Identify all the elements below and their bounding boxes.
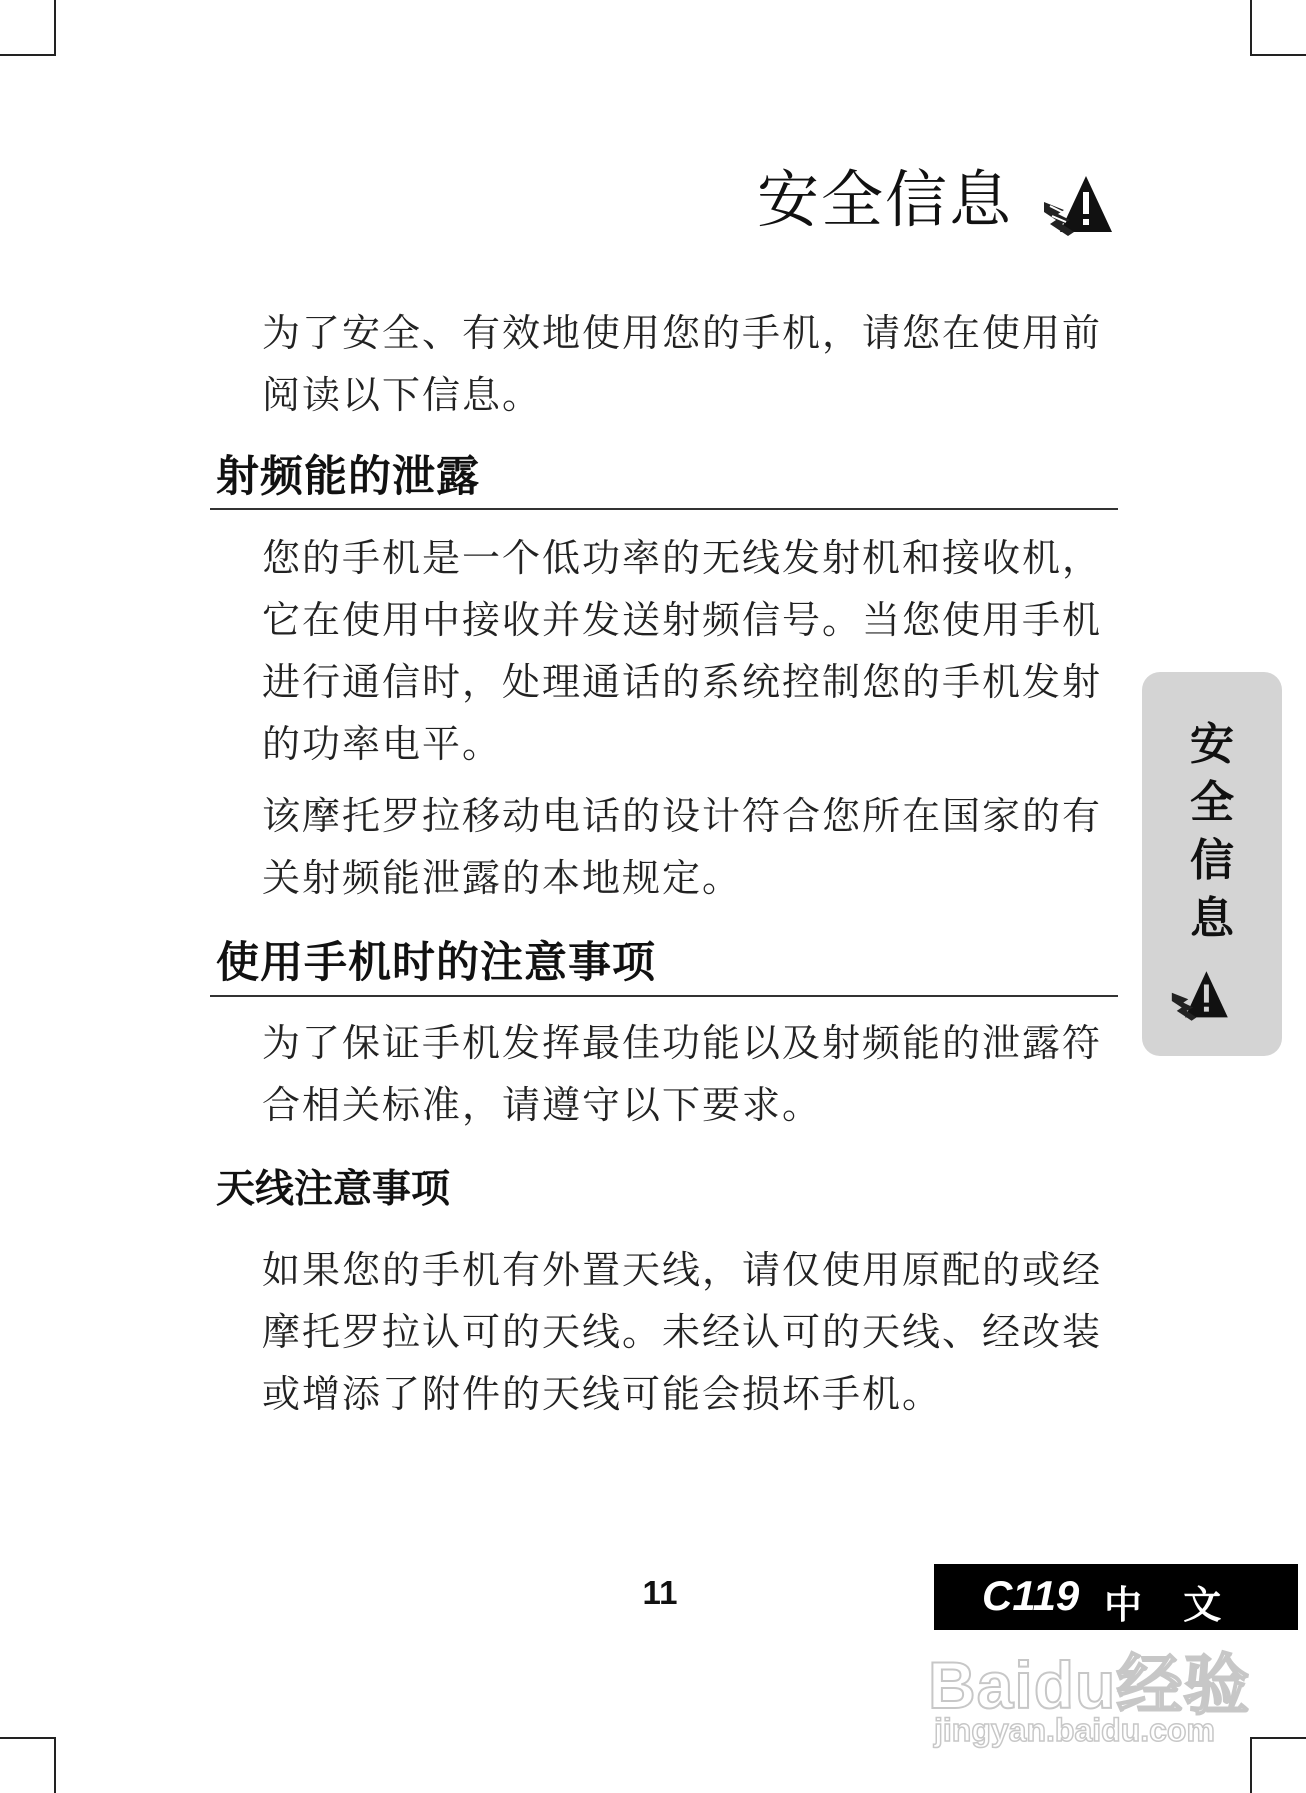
section-divider — [210, 995, 1118, 997]
side-tab-char: 息 — [1190, 893, 1234, 944]
warning-hand-icon — [1168, 968, 1230, 1024]
footer-label — [934, 1564, 1298, 1630]
watermark-url: jingyan.baidu.com — [934, 1712, 1215, 1748]
watermark-logo: Baidu经验 — [928, 1648, 1251, 1722]
section-divider — [210, 508, 1118, 510]
warning-hand-icon — [1040, 172, 1114, 240]
footer-language: 中 文 — [1104, 1583, 1236, 1627]
subsection-heading-antenna: 天线注意事项 — [216, 1166, 451, 1212]
intro-paragraph: 为了安全、有效地使用您的手机，请您在使用前阅读以下信息。 — [262, 311, 1103, 417]
side-tab-label — [1142, 716, 1282, 948]
side-tab-char: 全 — [1190, 777, 1234, 828]
footer-model: C119 — [982, 1572, 1080, 1619]
crop-mark — [1250, 0, 1252, 56]
crop-mark — [54, 0, 56, 56]
antenna-paragraph: 如果您的手机有外置天线，请仅使用原配的或经摩托罗拉认可的天线。未经认可的天线、经改装或增添了附件的天线可能会损坏手机。 — [262, 1248, 1103, 1416]
rf-paragraph-1: 您的手机是一个低功率的无线发射机和接收机，它在使用中接收并发送射频信号。当您使用手机进行通信时，处理通话的系统控制您的手机发射的功率电平。 — [262, 536, 1103, 766]
crop-mark — [1250, 54, 1306, 56]
page-number: 11 — [642, 1574, 678, 1611]
side-tab-char: 安 — [1190, 719, 1234, 770]
rf-paragraph-2: 该摩托罗拉移动电话的设计符合您所在国家的有关射频能泄露的本地规定。 — [262, 794, 1103, 900]
crop-mark — [1250, 1737, 1306, 1739]
side-chapter-tab — [1142, 672, 1282, 1056]
section-heading-rf-exposure: 射频能的泄露 — [216, 452, 480, 502]
crop-mark — [0, 54, 56, 56]
section-heading-usage-notes: 使用手机时的注意事项 — [216, 938, 656, 988]
crop-mark — [0, 1737, 56, 1739]
usage-paragraph: 为了保证手机发挥最佳功能以及射频能的泄露符合相关标准，请遵守以下要求。 — [262, 1021, 1103, 1127]
page-title: 安全信息 — [756, 163, 1013, 236]
baidu-watermark — [928, 1632, 1258, 1752]
crop-mark — [54, 1737, 56, 1793]
side-tab-char: 信 — [1190, 835, 1234, 886]
